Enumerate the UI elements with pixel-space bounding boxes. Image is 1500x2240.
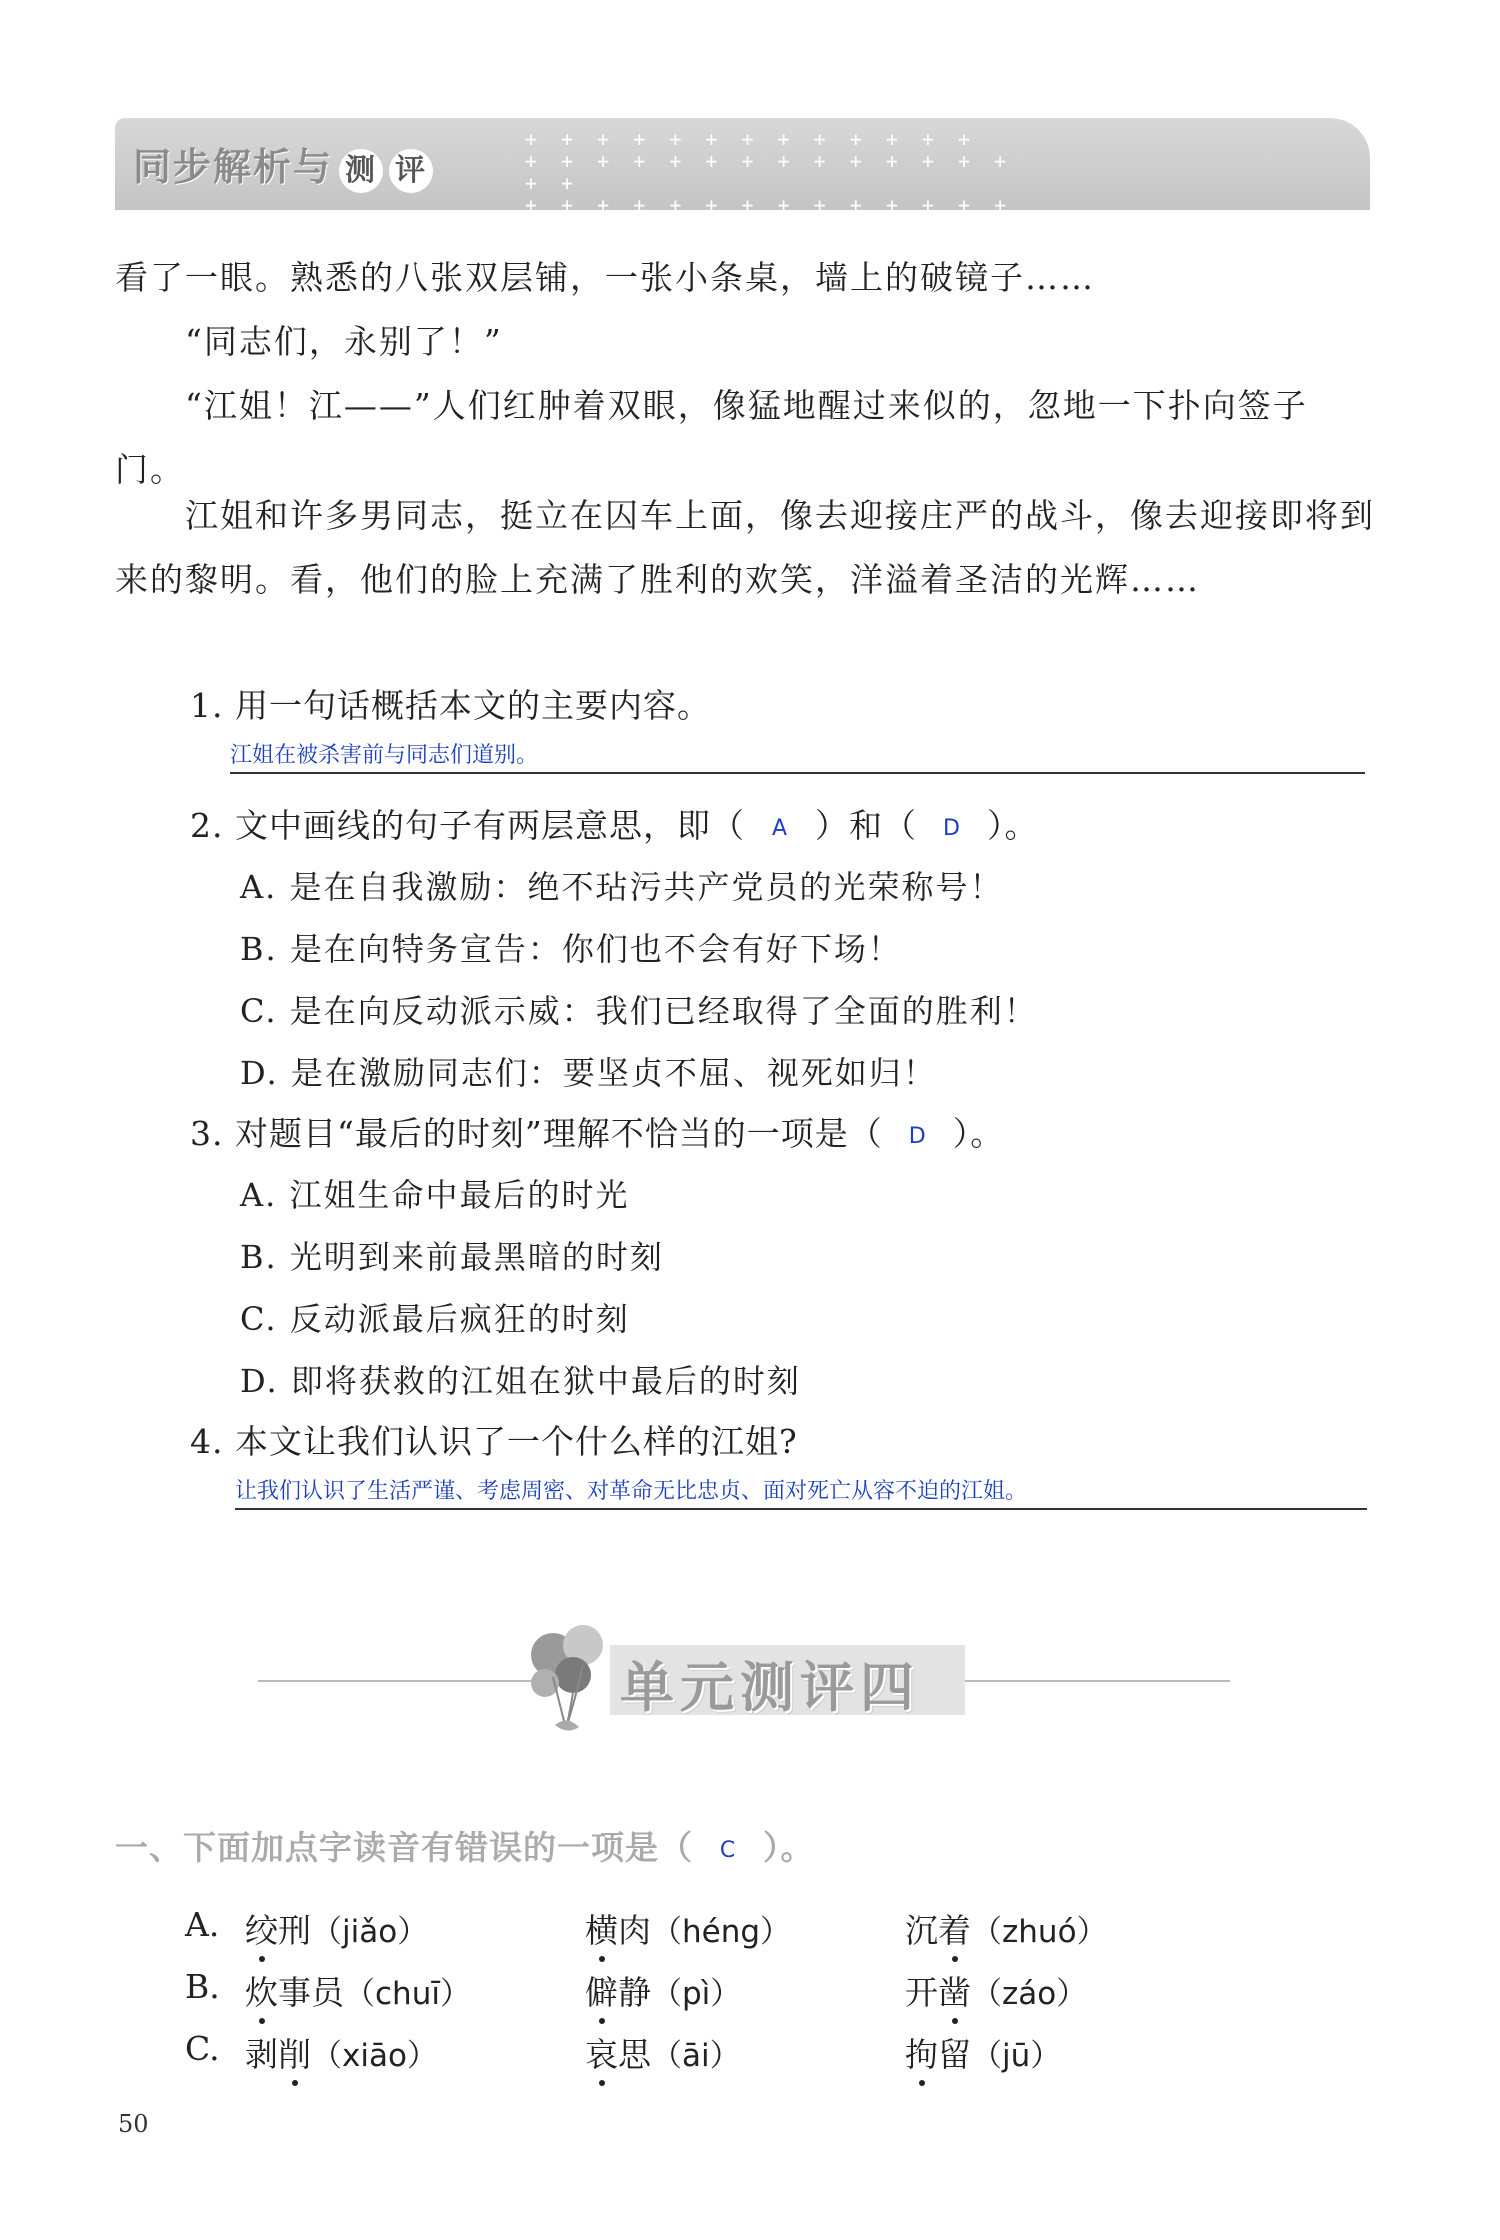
question-2-option-b: B. 是在向特务宣告：你们也不会有好下场！ bbox=[240, 930, 902, 968]
option-c-item-3: 拘留（jū） bbox=[905, 2029, 1061, 2076]
section-1-text-post: ）。 bbox=[763, 1828, 815, 1867]
question-3-option-d: D. 即将获救的江姐在狱中最后的时刻 bbox=[240, 1362, 801, 1400]
header-banner bbox=[115, 118, 1370, 239]
option-b-item-2: 僻静（pì） bbox=[585, 1967, 741, 2014]
passage-paragraph-2: “同志们，永别了！” bbox=[185, 322, 503, 361]
section-1-question bbox=[115, 1822, 815, 1869]
option-b-item-3: 开凿（záo） bbox=[905, 1967, 1087, 2014]
balloons-icon bbox=[515, 1615, 625, 1745]
header-title bbox=[133, 136, 433, 193]
option-a-label: A. bbox=[185, 1905, 220, 1944]
option-a-item-2: 横肉（héng） bbox=[585, 1905, 791, 1952]
question-3-option-a: A. 江姐生命中最后的时光 bbox=[240, 1176, 630, 1214]
option-c-label: C. bbox=[185, 2029, 220, 2068]
section-1-option-row-b bbox=[185, 1967, 1285, 2017]
question-2-answer-1: A bbox=[771, 815, 789, 841]
option-a-item-1: 绞刑（jiǎo） bbox=[245, 1905, 428, 1952]
question-2-option-a: A. 是在自我激励：绝不玷污共产党员的光荣称号！ bbox=[240, 868, 1004, 906]
question-3-text-post: ）。 bbox=[952, 1114, 1005, 1153]
question-4-answer-line bbox=[235, 1508, 1367, 1510]
passage-paragraph-1: 看了一眼。熟悉的八张双层铺，一张小条桌，墙上的破镜子…… bbox=[115, 258, 1095, 297]
question-3-option-b: B. 光明到来前最黑暗的时刻 bbox=[240, 1238, 664, 1276]
question-4-answer: 让我们认识了生活严谨、考虑周密、对革命无比忠贞、面对死亡从容不迫的江姐。 bbox=[235, 1479, 1028, 1504]
question-1: 1. 用一句话概括本文的主要内容。 bbox=[190, 686, 711, 725]
question-1-answer: 江姐在被杀害前与同志们道别。 bbox=[230, 743, 539, 768]
passage-paragraph-4: 江姐和许多男同志，挺立在囚车上面，像去迎接庄严的战斗，像去迎接即将到来的黎明。看，他们的脸上充满了胜利的欢笑，洋溢着圣洁的光辉…… bbox=[115, 496, 1375, 599]
question-2-text-pre: 2. 文中画线的句子有两层意思，即（ bbox=[190, 806, 745, 845]
question-2-text-mid: ）和（ bbox=[814, 806, 917, 845]
option-c-item-2: 哀思（āi） bbox=[585, 2029, 741, 2076]
question-3-option-c: C. 反动派最后疯狂的时刻 bbox=[240, 1300, 630, 1338]
option-a-item-3: 沉着（zhuó） bbox=[905, 1905, 1108, 1952]
section-1-text-pre: 一、下面加点字读音有错误的一项是（ bbox=[115, 1828, 693, 1867]
question-3-answer: D bbox=[908, 1123, 927, 1149]
question-3-text-pre: 3. 对题目“最后的时刻”理解不恰当的一项是（ bbox=[190, 1114, 883, 1153]
question-2-answer-2: D bbox=[943, 815, 961, 841]
option-b-item-1: 炊事员（chuī） bbox=[245, 1967, 471, 2014]
option-b-label: B. bbox=[185, 1967, 220, 2006]
section-1-answer: C bbox=[719, 1837, 737, 1863]
header-circle-char-1: 测 bbox=[339, 149, 383, 193]
question-1-answer-line bbox=[230, 772, 1365, 774]
section-1-option-row-a bbox=[185, 1905, 1285, 1955]
header-title-main: 同步解析与 bbox=[133, 145, 334, 189]
page-number: 50 bbox=[118, 2110, 149, 2138]
question-2-option-d: D. 是在激励同志们：要坚贞不屈、视死如归！ bbox=[240, 1054, 937, 1092]
option-c-item-1: 剥削（xiāo） bbox=[245, 2029, 438, 2076]
header-circle-char-2: 评 bbox=[389, 149, 433, 193]
question-2-text-post: ）。 bbox=[986, 806, 1039, 845]
question-2 bbox=[190, 800, 1038, 847]
question-3 bbox=[190, 1108, 1004, 1155]
passage-paragraph-3: “江姐！江——”人们红肿着双眼，像猛地醒过来似的，忽地一下扑向签子门。 bbox=[115, 386, 1308, 489]
question-4: 4. 本文让我们认识了一个什么样的江姐? bbox=[190, 1422, 798, 1461]
section-1-option-row-c bbox=[185, 2029, 1285, 2079]
unit-divider-right bbox=[965, 1680, 1230, 1682]
unit-title: 单元测评四 bbox=[620, 1655, 920, 1719]
unit-divider-left bbox=[258, 1680, 558, 1682]
header-decoration: + + + + + + + + + + + + + + + + + + + + + + + + + + + + + + + + + + + + + + + + + + + + + + + + + + bbox=[525, 127, 1013, 239]
question-2-option-c: C. 是在向反动派示威：我们已经取得了全面的胜利！ bbox=[240, 992, 1038, 1030]
